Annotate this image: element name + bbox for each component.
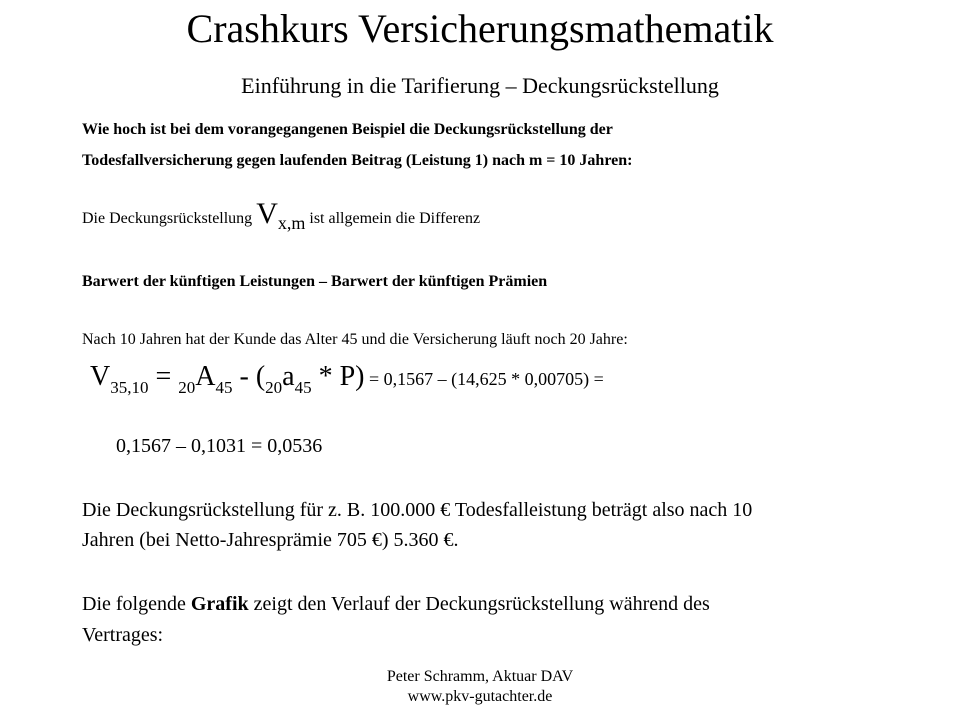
formula-equals: = — [148, 361, 179, 392]
chart-intro-prefix: Die folgende — [82, 593, 191, 615]
formula-v-subscript: 35,10 — [110, 378, 149, 397]
formula-minus: - ( — [232, 361, 266, 392]
page-title: Crashkurs Versicherungsmathematik — [186, 6, 774, 51]
formula-v: V — [90, 361, 111, 392]
definition-text — [82, 197, 481, 233]
definition-suffix: ist allgemein die Differenz — [305, 210, 481, 227]
conclusion-line-1: Die Deckungsrückstellung für z. B. 100.000 € Todesfalleistung beträgt also nach 10 — [82, 499, 753, 521]
formula-a-prefix: 20 — [178, 378, 196, 397]
formula-result: = 0,1567 – (14,625 * 0,00705) = — [364, 369, 604, 389]
page-subtitle: Einführung in die Tarifierung – Deckungsrückstellung — [241, 73, 719, 98]
formula-a: A — [195, 361, 216, 392]
difference-statement: Barwert der künftigen Leistungen – Barwert der künftigen Prämien — [82, 273, 548, 290]
result-line: 0,1567 – 0,1031 = 0,0536 — [116, 435, 323, 457]
definition-prefix: Die Deckungsrückstellung — [82, 210, 257, 227]
chart-intro-line-2: Vertrages: — [82, 624, 164, 646]
chart-intro-line-1 — [82, 591, 710, 617]
reserve-formula — [90, 360, 604, 405]
reserve-symbol-subscript: x,m — [277, 213, 306, 233]
conclusion-line-2: Jahren (bei Netto-Jahresprämie 705 €) 5.360 €. — [82, 529, 459, 551]
chart-intro-suffix: zeigt den Verlauf der Deckungsrückstellung während des — [248, 593, 710, 615]
reserve-symbol: V — [256, 197, 278, 230]
footer-author: Peter Schramm, Aktuar DAV — [386, 668, 574, 685]
chart-intro-bold: Grafik — [190, 593, 249, 615]
formula-annuity-subscript: 45 — [294, 378, 312, 397]
formula-a-subscript: 45 — [215, 378, 233, 397]
question-line-2: Todesfallversicherung gegen laufenden Beitrag (Leistung 1) nach m = 10 Jahren: — [82, 152, 633, 169]
formula-annuity-prefix: 20 — [265, 378, 283, 397]
footer-website: www.pkv-gutachter.de — [407, 688, 553, 705]
after-years-text: Nach 10 Jahren hat der Kunde das Alter 45 und die Versicherung läuft noch 20 Jahre: — [82, 331, 628, 348]
formula-times-p: * P) — [311, 361, 365, 392]
question-line-1: Wie hoch ist bei dem vorangegangenen Beispiel die Deckungsrückstellung der — [82, 121, 613, 138]
formula-annuity: a — [282, 361, 295, 392]
